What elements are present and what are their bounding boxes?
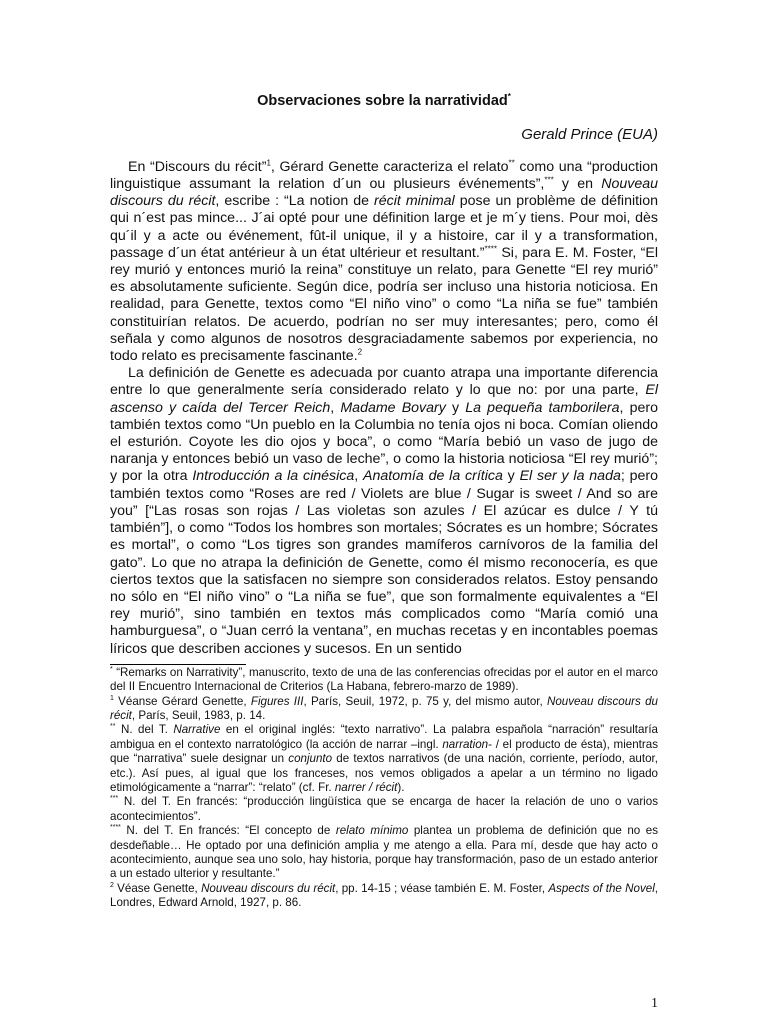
- footnote: [110, 795, 658, 824]
- footnote: [110, 882, 658, 911]
- text-run: ,: [330, 399, 341, 416]
- footnote-reference: ****: [484, 244, 497, 254]
- footnote-reference: 1: [266, 158, 271, 168]
- italic-title: La pequeña tamborilera: [465, 399, 620, 416]
- text-run: , París, Seuil, 1972, p. 75 y, del mismo autor,: [303, 694, 547, 708]
- text-run: “Remarks on Narrativity”, manuscrito, texto de una de las conferencias ofrecidas por el autor en el marco del II Encuentro Internacional de Criterios (La Habana, febrero-marzo de 1989).: [110, 665, 658, 694]
- page-number: 1: [651, 996, 658, 1011]
- footnote-reference: 2: [110, 881, 114, 889]
- text-run: N. del T. En francés: “El concepto de: [120, 824, 336, 838]
- text-run: y en: [553, 176, 602, 193]
- footnote: [110, 695, 658, 724]
- footnote-divider: [110, 664, 246, 665]
- document-page: [110, 92, 658, 911]
- italic-title: Anatomía de la crítica: [363, 468, 503, 485]
- text-run: en el original inglés: “texto narrativo”. La palabra española “narración” resultaría ambigua en el contexto narratológico (la acción de narrar –ingl.: [110, 723, 658, 751]
- text-run: , Londres, Edward Arnold, 1927, p. 86.: [110, 881, 659, 910]
- text-run: , pero también textos como “Un pueblo en la Columbia no tenía ojos ni boca. Comían oliendo el esturión. Coyote les dio ojos y boca”, o como “María bebió un vaso de jugo de naranja y entonces bebió un vaso de leche”, o como la historia noticiosa “El rey murió”; y por la otra: [110, 399, 659, 485]
- page-title: [110, 92, 658, 109]
- italic-title: Aspects of the Novel: [548, 881, 655, 895]
- paragraph: [110, 365, 658, 657]
- text-run: plantea un problema de definición que no es desdeñable… He optado por una definición amplia y me atengo a ella. Para mí, desde que hay acto o acontecimiento, aunque sea uno solo, hay historia, porque hay transformación, paso de un estado anterior a un estado ulterior y resultante.”: [110, 824, 659, 881]
- italic-title: Nouveau discours du récit: [201, 881, 336, 895]
- footnote-reference: ***: [544, 175, 554, 185]
- title-text: Observaciones sobre la narratividad: [257, 92, 508, 109]
- footnote-reference: 2: [357, 347, 363, 357]
- text-run: - / el producto de ésta), mientras que “narrativa” suele designar un: [110, 737, 658, 766]
- text-run: Véanse Gérard Genette,: [113, 694, 251, 708]
- footnote-reference: ***: [110, 795, 119, 803]
- text-run: ,: [354, 468, 364, 485]
- footnote-reference: **: [508, 158, 515, 168]
- italic-title: récit minimal: [374, 193, 455, 210]
- text-run: ).: [397, 780, 405, 794]
- italic-title: Madame Bovary: [340, 399, 446, 416]
- italic-title: Introducción a la cinésica: [192, 468, 355, 485]
- italic-title: conjunto: [288, 752, 333, 766]
- text-run: , escribe : “La notion de: [215, 193, 375, 210]
- text-run: como una “production linguistique assumant la relation d´un ou plusieurs événements”,: [110, 158, 658, 193]
- text-run: La definición de Genette es adecuada por cuanto atrapa una importante diferencia entre lo que generalmente sería considerado relato y lo que no: por una parte,: [110, 365, 658, 399]
- footnote-reference: **: [110, 723, 116, 731]
- text-run: pose un problème de définition qui n´est pas mince... J´ai opté pour une définition large et je m´y tiens. Pour moi, dès qu´il y a acte ou événement, fût-il unique, il y a histoire, car il y a transformation, passage d´un état antérieur à un état ultérieur et resultant.”: [110, 193, 658, 261]
- text-run: N. del T. En francés: “producción lingüística que se encarga de hacer la relación de uno o varios acontecimientos”.: [110, 795, 658, 823]
- italic-title: narration: [442, 737, 489, 751]
- text-run: y: [445, 399, 466, 416]
- footnote: [110, 824, 658, 882]
- text-run: Si, para E. M. Foster, “El rey murió y entonces murió la reina” constituye un relato, para Genette “El rey murió” es absolutamente suficiente. Según dice, podría ser incluso una historia noticiosa. En realidad, para Genette, textos como “El niño vino” o como “La niña se fue” también constituirían relatos. De acuerdo, podrían no ser muy interesantes; pero, como él señala y como algunos de nosotros desgraciadamente sabemos por experiencia, no todo relato es precisamente fascinante.: [110, 244, 658, 365]
- italic-title: El ascenso y caída del Tercer Reich: [110, 382, 658, 416]
- text-run: y: [502, 468, 520, 485]
- body-text: [110, 159, 658, 658]
- text-run: , Gérard Genette caracteriza el relato: [270, 158, 509, 175]
- italic-title: relato mínimo: [335, 824, 409, 838]
- title-footnote-mark: *: [507, 92, 511, 101]
- text-run: , pp. 14-15 ; véase también E. M. Foster,: [335, 881, 549, 895]
- author-line: Gerald Prince (EUA): [521, 125, 658, 143]
- text-run: ; pero también textos como “Roses are red / Violets are blue / Sugar is sweet / And so are you” [“Las rosas son rojas / Las violetas son azules / El azúcar es dulce / Y tú también”], o como “Todos los hombres son mortales; Sócrates es un hombre; Sócrates es mortal”, o como “Los tigres son grandes mamíferos carnívoros de la familia del gato”. Lo que no atrapa la definición de Genette, como él mismo reconocería, es que ciertos textos que la satisfacen no siempre son considerados relatos. Estoy pensando no sólo en “El niño vino” o “La niña se fue”, que son formalmente equivalentes a “El rey murió”, sino también en textos más complicados como “María comió una hamburguesa”, o “Juan cerró la ventana”, en muchas recetas y en incontables poemas líricos que describen acciones y sucesos. En un sentido: [110, 468, 659, 657]
- paragraph: [110, 159, 658, 365]
- text-run: N. del T.: [115, 723, 174, 737]
- footnotes: [110, 666, 658, 911]
- italic-title: narrer / récit: [334, 780, 398, 794]
- text-run: En “Discours du récit”: [128, 158, 267, 175]
- italic-title: Narrative: [173, 723, 221, 737]
- text-run: , París, Seuil, 1983, p. 14.: [131, 708, 266, 722]
- footnote: [110, 666, 658, 695]
- text-run: Véase Genette,: [113, 881, 202, 895]
- footnote: [110, 723, 658, 795]
- text-run: de textos narrativos (de una nación, corriente, período, autor, etc.). Así pues, al igual que los franceses, nos vemos obligados a apelar a un término no ligado etimológicamente a “narrar”: “relato” (cf. Fr.: [110, 752, 658, 794]
- footnote-reference: ****: [110, 824, 121, 832]
- italic-title: El ser y la nada: [519, 468, 621, 485]
- footnote-reference: 1: [110, 694, 114, 702]
- italic-title: Figures III: [250, 694, 304, 708]
- footnote-reference: *: [110, 665, 113, 673]
- italic-title: Nouveau discours du récit: [110, 176, 659, 210]
- italic-title: Nouveau discours du récit: [110, 694, 658, 722]
